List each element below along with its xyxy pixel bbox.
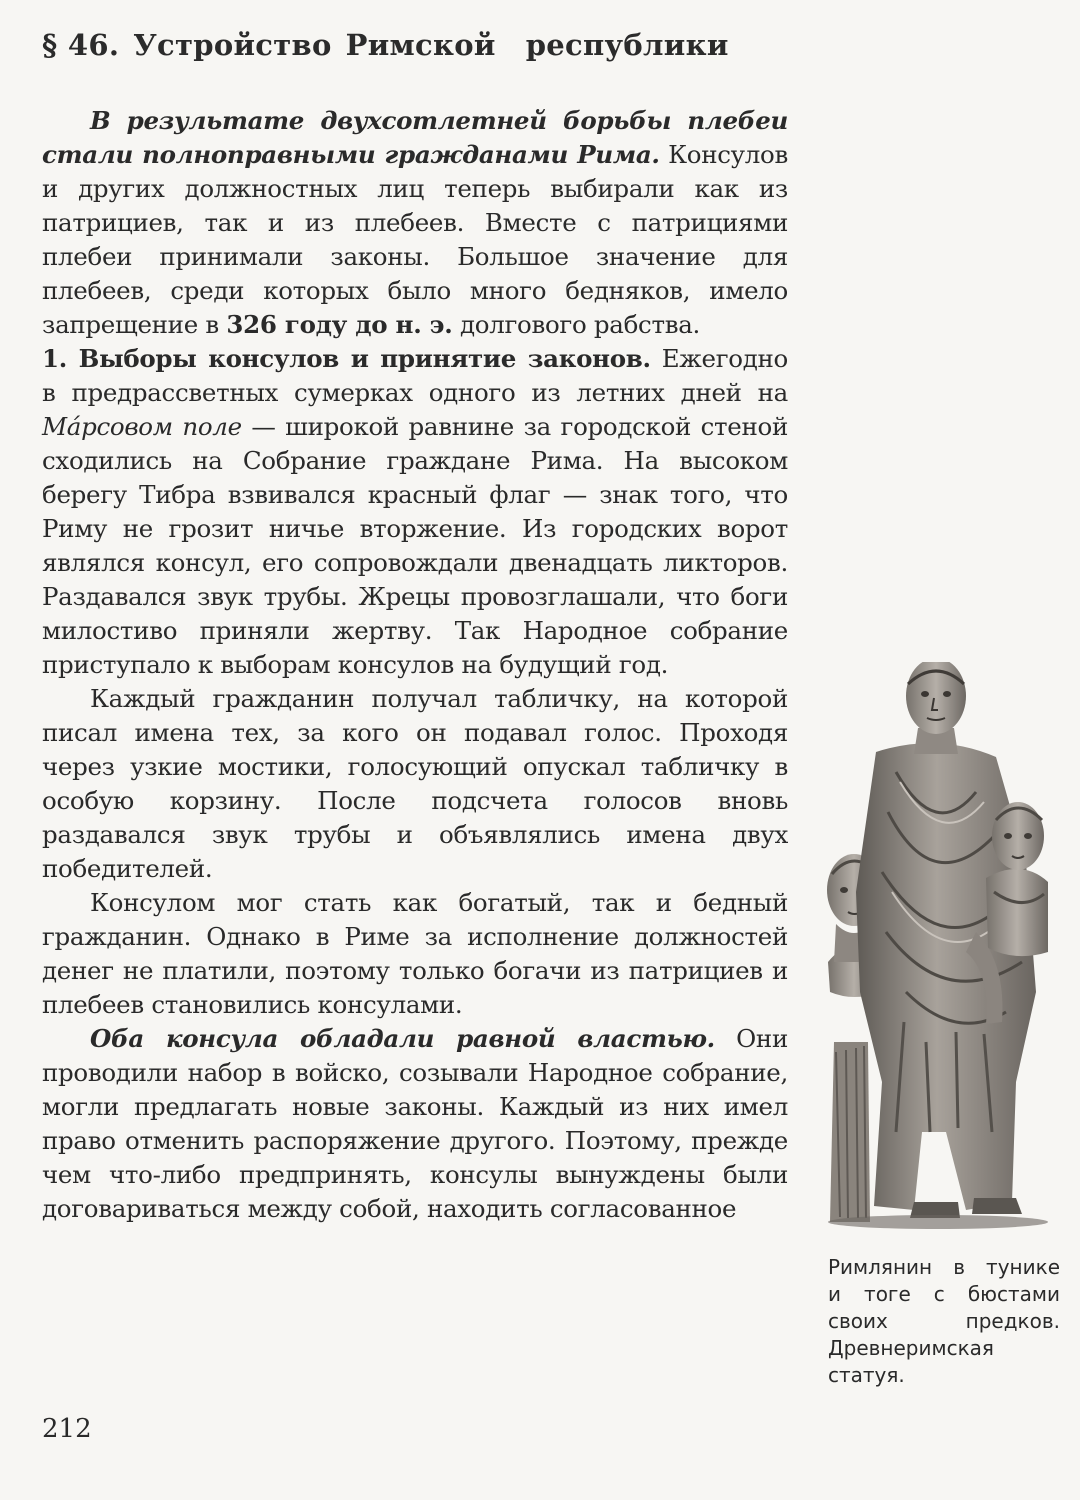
paragraph: Консулом мог стать как богатый, так и бедный гражданин. Однако в Риме за исполнение должностей денег не платили, поэтому только богачи из патрициев и плебеев становились консулами. [42,888,788,1019]
body-text [42,104,788,1226]
caption-line: статуя. [828,1363,905,1387]
paragraph [42,104,788,342]
paragraph-text: Консулов и других должностных лиц теперь выбирали как из патрициев, так и из плебеев. Вместе с патрициями плебеи принимали законы. Большое значение для плебеев, среди которых было много бедняков, имело запрещение в [42,140,788,339]
paragraph-text: — широкой равнине за городской стеной сходились на Собрание граждане Рима. На высоком берегу Тибра взвивался красный флаг — знак того, что Риму не грозит ничье вторжение. Из городских ворот являлся консул, его сопровождали двенадцать ликторов. Раздавался звук трубы. Жрецы провозглашали, что боги милостиво приняли жертву. Так Народное собрание приступало к выборам консулов на будущий год. [42,412,789,679]
paragraph-text: Они проводили набор в войско, созывали Народное собрание, могли предлагать новые законы. Каждый из них имел право отменить распоряжение другого. Поэтому, прежде чем что-либо предпринять, консулы вынуждены были договариваться между собой, находить согласованное [42,1024,788,1223]
statue-illustration [826,662,1050,1230]
subsection-heading: 1. Выборы консулов и принятие законов. [42,344,651,373]
figure-caption [828,1254,1060,1389]
lead-phrase: Оба консула обладали равной властью. [90,1024,715,1053]
heading-word: Устройство [133,28,332,62]
page-number: 212 [42,1414,92,1444]
lead-phrase: В результате двухсотлетней борьбы плебеи стали полноправными гражданами Рима. [42,106,788,169]
paragraph [42,342,788,682]
heading-word: Римской [345,28,496,62]
place-name: Ма́рсовом поле [42,412,242,441]
date-highlight: 326 году до н. э. [226,310,453,339]
section-heading [42,28,729,62]
caption-line: Древнеримская [828,1336,994,1360]
paragraph [42,1022,788,1226]
caption-line: своих предков. [828,1309,1060,1333]
paragraph-text: долгового рабства. [452,310,700,339]
caption-line: и тоге с бюстами [828,1282,1060,1306]
caption-line: Римлянин в тунике [828,1255,1060,1279]
section-number: § 46. [42,28,120,62]
paragraph: Каждый гражданин получал табличку, на которой писал имена тех, за кого он подавал голос. Проходя через узкие мостики, голосующий опускал табличку в особую корзину. После подсчета голосов вновь раздавался звук трубы и объявлялись имена двух победителей. [42,684,788,883]
heading-word: республики [525,28,729,62]
paragraph-text: Ежегодно в предрассветных сумерках одного из летних дней на [42,344,788,407]
